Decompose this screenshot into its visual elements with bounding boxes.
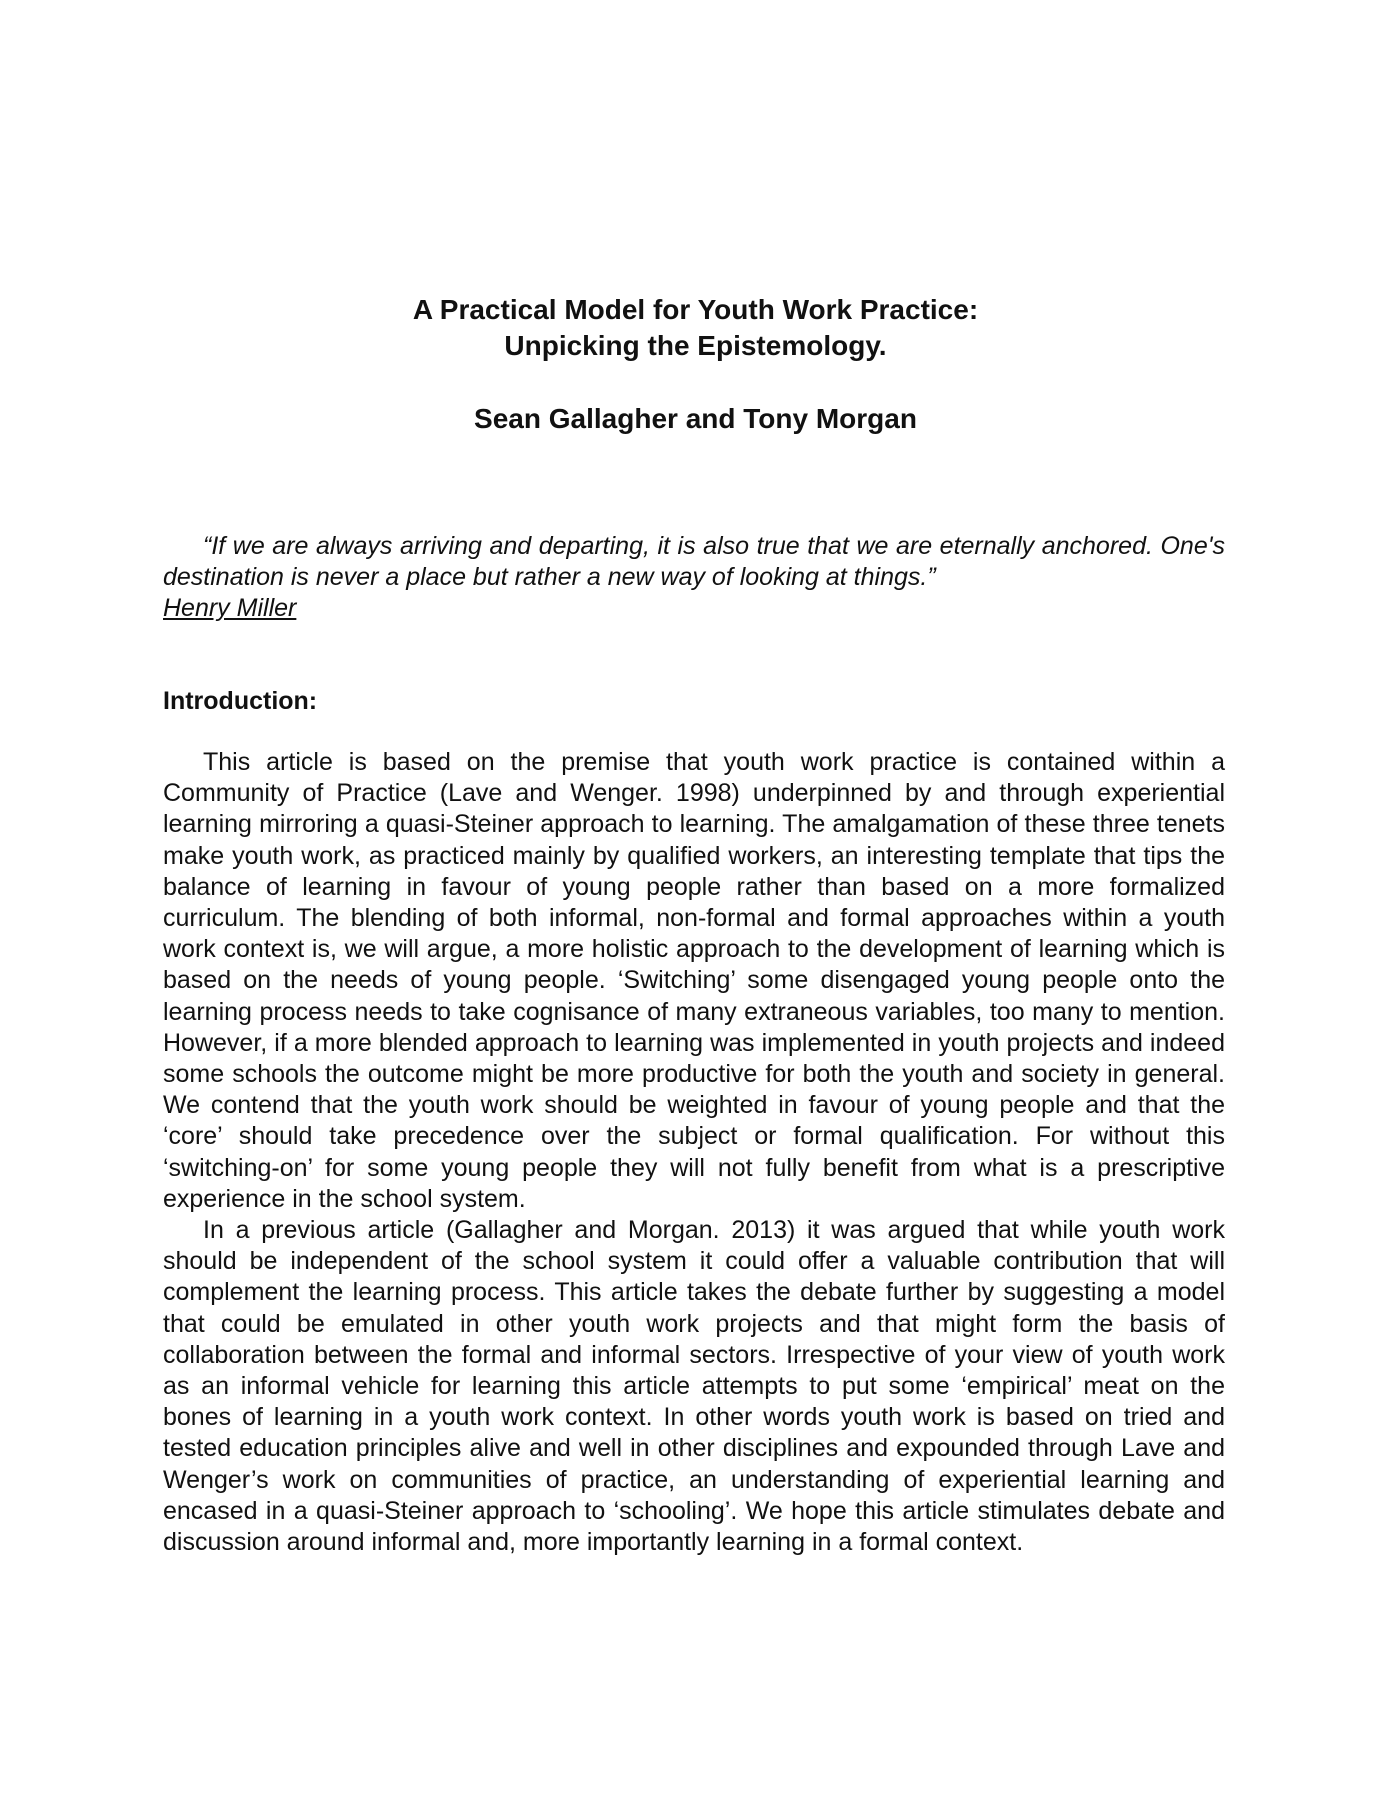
epigraph-attribution: Henry Miller xyxy=(163,594,297,622)
epigraph xyxy=(163,531,1225,624)
section-heading-introduction: Introduction: xyxy=(163,687,318,715)
title-line-1: A Practical Model for Youth Work Practice: xyxy=(412,294,979,325)
paragraph: In a previous article (Gallagher and Morgan. 2013) it was argued that while youth work should be independent of the school system it could offer a valuable contribution that will complement the learning process. This article takes the debate further by suggesting a model that could be emulated in other youth work projects and that might form the basis of collaboration between the formal and informal sectors. Irrespective of your view of youth work as an informal vehicle for learning this article attempts to put some ‘empirical’ meat on the bones of learning in a youth work context. In other words youth work is based on tried and tested education principles alive and well in other disciplines and expounded through Lave and Wenger’s work on communities of practice, an understanding of experiential learning and encased in a quasi-Steiner approach to ‘schooling’. We hope this article stimulates debate and discussion around informal and, more importantly learning in a formal context. xyxy=(163,1216,1225,1557)
introduction-body xyxy=(163,747,1225,1558)
epigraph-quote: “If we are always arriving and departing, it is also true that we are eternally anchored. One's destination is never a place but rather a new way of looking at things.” xyxy=(163,532,1225,591)
authors: Sean Gallagher and Tony Morgan xyxy=(474,403,917,434)
title-line-2: Unpicking the Epistemology. xyxy=(504,330,887,361)
paragraph: This article is based on the premise that youth work practice is contained within a Community of Practice (Lave and Wenger. 1998) underpinned by and through experiential learning mirroring a quasi-Steiner approach to learning. The amalgamation of these three tenets make youth work, as practiced mainly by qualified workers, an interesting template that tips the balance of learning in favour of young people rather than based on a more formalized curriculum. The blending of both informal, non-formal and formal approaches within a youth work context is, we will argue, a more holistic approach to the development of learning which is based on the needs of young people. ‘Switching’ some disengaged young people onto the learning process needs to take cognisance of many extraneous variables, too many to mention. However, if a more blended approach to learning was implemented in youth projects and indeed some schools the outcome might be more productive for both the youth and society in general. We contend that the youth work should be weighted in favour of young people and that the ‘core’ should take precedence over the subject or formal qualification. For without this ‘switching-on’ for some young people they will not fully benefit from what is a prescriptive experience in the school system. xyxy=(163,748,1225,1213)
title-block xyxy=(0,292,1391,364)
